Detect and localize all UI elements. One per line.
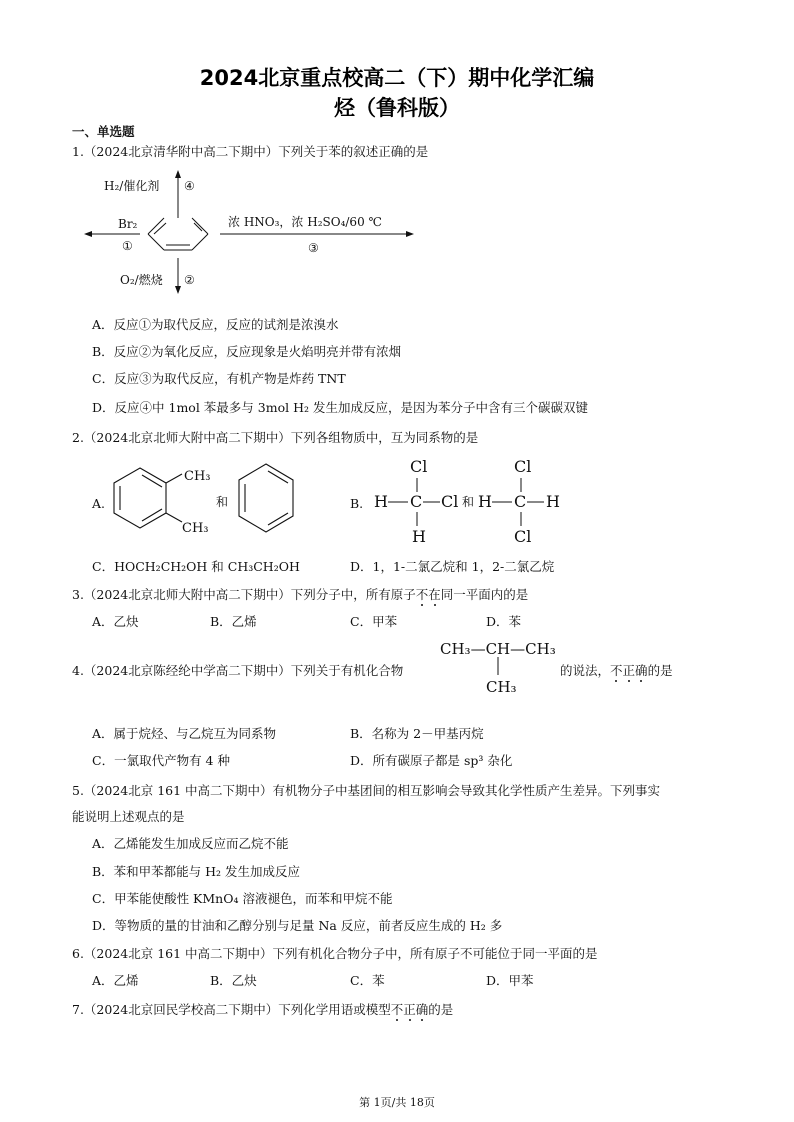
page-subtitle: 烃（鲁科版） [334,96,460,120]
q1-top-num: ④ [184,179,195,193]
page-footer: 第 1页/共 18页 [359,1096,435,1109]
q3-stem: 3.（2024北京北师大附中高二下期中）下列分子中，所有原子不在同一平面内的是 [72,587,529,602]
q4-structure-branch: CH₃ [486,678,517,696]
q1-bottom-label: O₂/燃烧 [120,273,163,287]
page-title: 2024北京重点校高二（下）期中化学汇编 [199,66,595,90]
q5-option-c: C．甲苯能使酸性 KMnO₄ 溶液褪色，而苯和甲烷不能 [92,891,393,906]
q4-structure-bond [496,657,500,677]
q6-option-a: A．乙烯 [92,973,139,988]
q4-structure-main: CH₃—CH—CH₃ [440,640,556,658]
q4-option-c: C．一氯取代产物有 4 种 [92,753,230,768]
b1-top: Cl [410,457,428,476]
q2-option-c: C．HOCH₂CH₂OH 和 CH₃CH₂OH [92,559,300,574]
q1-top-label: H₂/催化剂 [104,179,160,193]
q1-option-d: D．反应④中 1mol 苯最多与 3mol H₂ 发生加成反应，是因为苯分子中含有三个碳碳双键 [92,400,588,415]
q1-bottom-num: ② [184,273,195,287]
b2-bottom: Cl [514,527,532,546]
q4-stem-pre: 4.（2024北京陈经纶中学高二下期中）下列关于有机化合物 [72,663,404,678]
q1-option-b: B．反应②为氧化反应，反应现象是火焰明亮并带有浓烟 [92,344,402,359]
q2-option-b-label: B. [350,496,364,511]
q5-stem-line1: 5.（2024北京 161 中高二下期中）有机物分子中基团间的相互影响会导致其化学性质产生差异。下列事实 [72,783,661,798]
q5-option-d: D．等物质的量的甘油和乙醇分别与足量 Na 反应，前者反应生成的 H₂ 多 [92,918,503,933]
q2-option-a-structures [112,458,312,548]
q7-stem: 7.（2024北京回民学校高二下期中）下列化学用语或模型不正确的是 [72,1002,454,1017]
q1-stem: 1.（2024北京清华附中高二下期中）下列关于苯的叙述正确的是 [72,144,429,159]
q3-option-a: A．乙炔 [92,614,139,629]
b1-bottom: H [412,527,426,546]
b2-center: C [514,492,527,511]
q4-stem-post: 的说法，不正确的是 [560,663,673,678]
o-xylene-ring [114,468,182,528]
q4-option-b: B．名称为 2－甲基丙烷 [350,726,484,741]
q5-stem-line2: 能说明上述观点的是 [72,809,185,824]
b2-right: H [546,492,560,511]
q1-left-label: Br₂ [118,217,138,231]
q1-right-num: ③ [308,241,319,255]
q3-option-c: C．甲苯 [350,614,398,629]
q1-benzene-reaction-diagram [80,168,420,296]
b1-center: C [410,492,423,511]
q2-option-a-label: A. [92,496,106,511]
q2-stem: 2.（2024北京北师大附中高二下期中）下列各组物质中，互为同系物的是 [72,430,479,445]
q1-option-a: A．反应①为取代反应，反应的试剂是浓溴水 [92,317,339,332]
b2-left: H [478,492,492,511]
o-xylene-ch3-top: CH₃ [184,469,211,484]
q1-left-num: ① [122,239,133,253]
b1-left: H [374,492,388,511]
q1-right-label: 浓 HNO₃，浓 H₂SO₄/60 ℃ [228,215,382,229]
benzene-ring [239,464,293,532]
q6-option-c: C．苯 [350,973,385,988]
q1-option-c: C．反应③为取代反应，有机产物是炸药 TNT [92,371,346,386]
q5-option-b: B．苯和甲苯都能与 H₂ 发生加成反应 [92,864,301,879]
q2-option-d: D．1，1-二氯乙烷和 1，2-二氯乙烷 [350,559,555,574]
section-heading: 一、单选题 [72,124,135,139]
q6-option-d: D．甲苯 [486,973,534,988]
b2-top: Cl [514,457,532,476]
q4-option-d: D．所有碳原子都是 sp³ 杂化 [350,753,513,768]
q5-option-a: A．乙烯能发生加成反应而乙烷不能 [92,836,289,851]
q3-option-d: D．苯 [486,614,522,629]
q6-option-b: B．乙炔 [210,973,257,988]
q6-stem: 6.（2024北京 161 中高二下期中）下列有机化合物分子中，所有原子不可能位于同一平面的是 [72,946,598,961]
b1-right: Cl [441,492,459,511]
q2-option-b-structures [370,456,570,548]
q2-b-and: 和 [462,495,475,509]
q4-option-a: A．属于烷烃、与乙烷互为同系物 [92,726,277,741]
q3-option-b: B．乙烯 [210,614,257,629]
o-xylene-ch3-bottom: CH₃ [182,521,209,536]
q2-a-and: 和 [216,495,229,509]
